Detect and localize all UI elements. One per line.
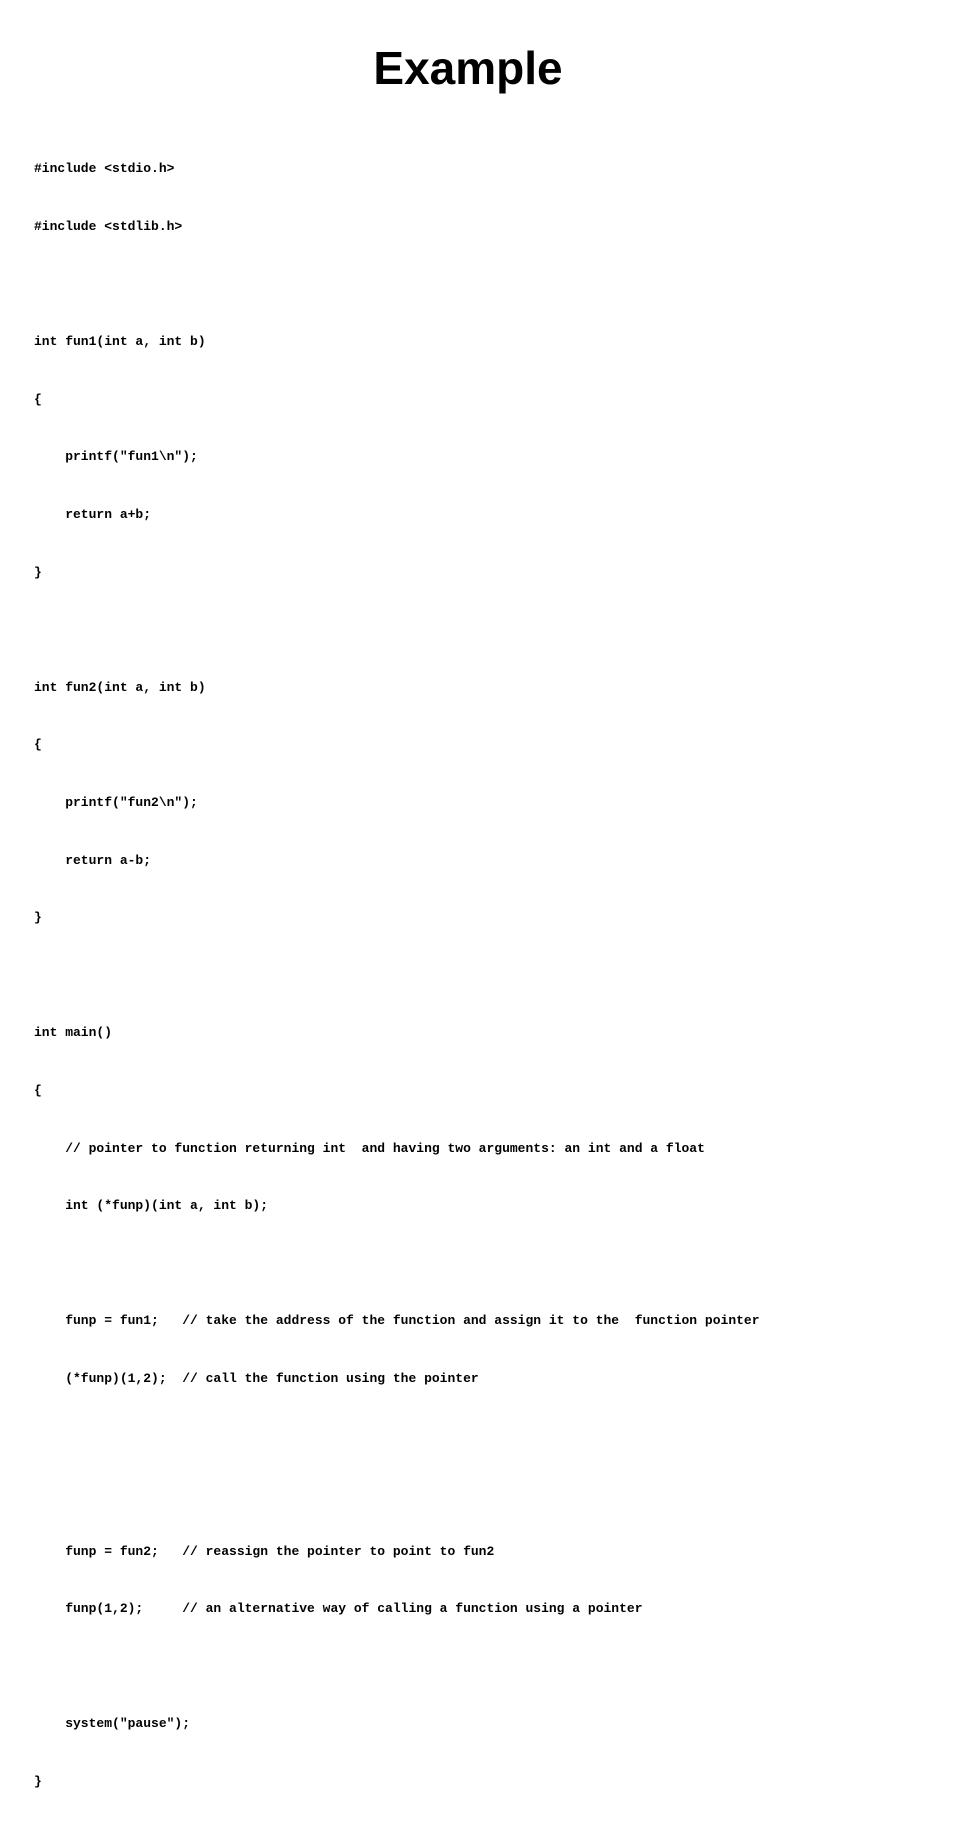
code-line-16: int main() [34, 1025, 113, 1041]
code-line-1: #include <stdio.h> [34, 161, 175, 177]
code-line-2: #include <stdlib.h> [34, 219, 183, 234]
code-line-3 [34, 275, 954, 294]
code-line-7: return a+b; [34, 506, 152, 522]
code-line-10: int fun2(int a, int b) [34, 679, 206, 695]
code-line-25: funp = fun2; // reassign the pointer to point to fun2 [34, 1543, 495, 1559]
code-line-29: } [34, 1774, 42, 1790]
code-line-20 [34, 1254, 954, 1273]
code-line-18: // pointer to function returning int and having two arguments: an int and a float [34, 1140, 705, 1156]
code-line-28: system("pause"); [34, 1716, 191, 1732]
code-line-23 [34, 1426, 954, 1445]
code-line-9 [34, 620, 954, 639]
slide-title: Example [373, 42, 563, 94]
code-line-13: return a-b; [34, 852, 152, 868]
code-line-8: } [34, 564, 42, 580]
code-block [34, 121, 954, 1830]
code-line-27 [34, 1657, 954, 1676]
code-line-24 [34, 1484, 954, 1503]
code-line-11: { [34, 737, 42, 753]
code-line-26: funp(1,2); // an alternative way of calling a function using a pointer [34, 1601, 643, 1617]
code-line-12: printf("fun2\n"); [34, 794, 198, 810]
code-line-4: int fun1(int a, int b) [34, 334, 206, 350]
code-line-19: int (*funp)(int a, int b); [34, 1198, 269, 1214]
code-line-5: { [34, 391, 42, 407]
code-line-14: } [34, 910, 42, 926]
code-line-17: { [34, 1082, 42, 1098]
code-line-6: printf("fun1\n"); [34, 449, 198, 465]
code-line-21: funp = fun1; // take the address of the function and assign it to the function pointer [34, 1313, 760, 1329]
code-line-22: (*funp)(1,2); // call the function using the pointer [34, 1370, 479, 1386]
code-line-15 [34, 966, 954, 985]
